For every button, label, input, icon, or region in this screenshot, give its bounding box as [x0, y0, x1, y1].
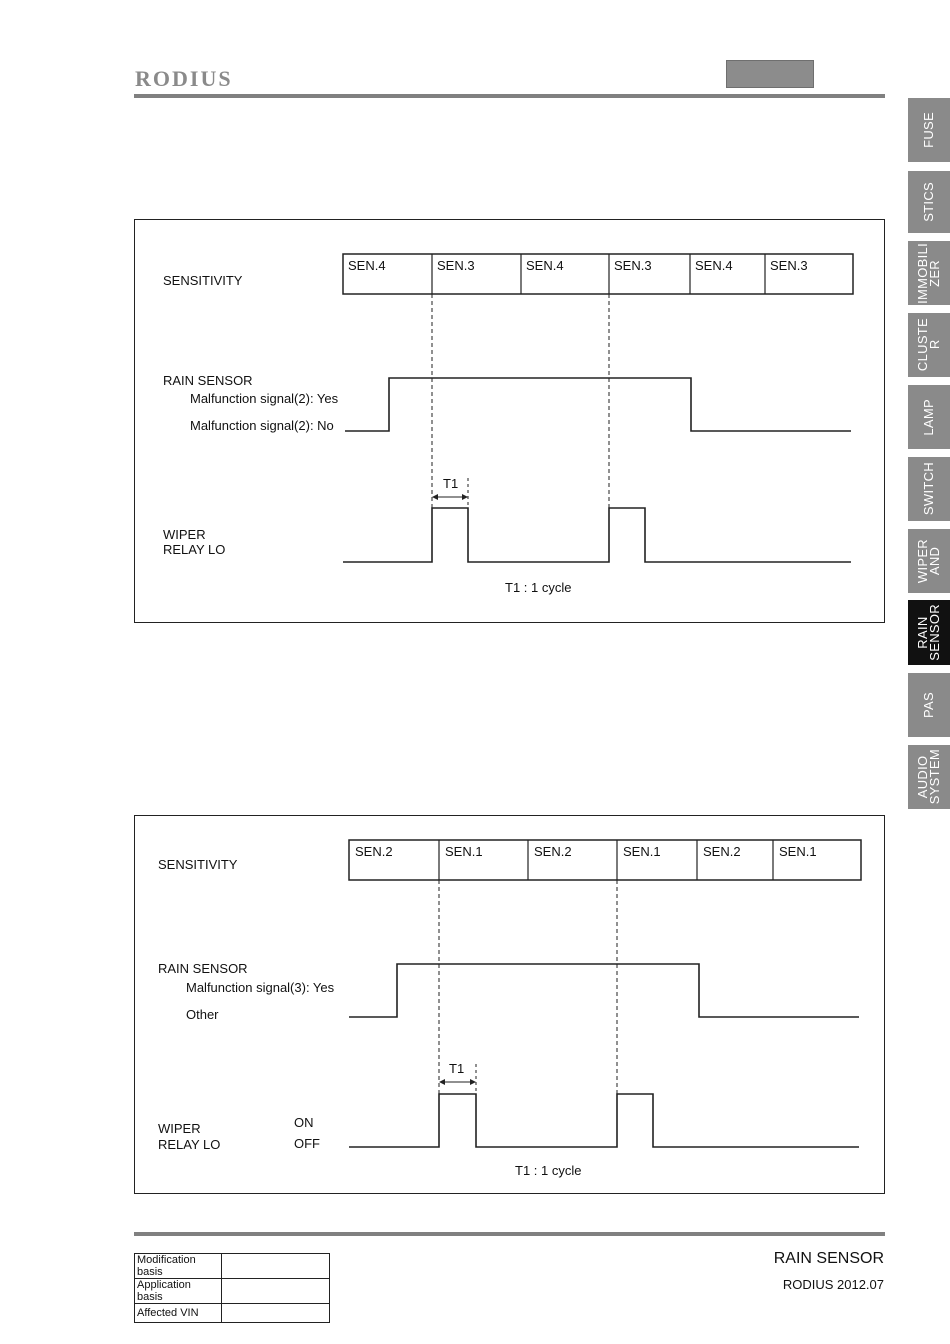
- tab-label: WIPER AND: [915, 538, 942, 584]
- tab-label: RAIN SENSOR: [915, 604, 942, 661]
- tab-diagnostics[interactable]: [908, 171, 950, 233]
- tab-label: PAS: [921, 692, 936, 718]
- tab-switch[interactable]: [908, 457, 950, 521]
- wiper-label: WIPER: [163, 527, 206, 542]
- tab-audio-system[interactable]: [908, 745, 950, 809]
- sensitivity-cell: SEN.1: [779, 844, 817, 859]
- sensitivity-cell: SEN.1: [623, 844, 661, 859]
- on-label: ON: [294, 1115, 314, 1130]
- sensitivity-cell: SEN.3: [437, 258, 475, 273]
- sensitivity-label: SENSITIVITY: [163, 273, 243, 288]
- tab-immobilizer[interactable]: [908, 241, 950, 305]
- sensitivity-cell: SEN.4: [526, 258, 564, 273]
- caption: T1 : 1 cycle: [505, 580, 572, 595]
- header-gray-box: [726, 60, 814, 88]
- timing-diagram-2: [134, 815, 885, 1194]
- other-label: Other: [186, 1007, 219, 1022]
- t1-arrowhead: [462, 494, 468, 500]
- tab-label: LAMP: [921, 398, 936, 436]
- rain-sensor-label: RAIN SENSOR: [163, 373, 253, 388]
- tab-pas[interactable]: [908, 673, 950, 737]
- tab-label: AUDIO SYSTEM: [915, 749, 942, 805]
- sensitivity-cell: SEN.4: [348, 258, 386, 273]
- sensitivity-cell: SEN.4: [695, 258, 733, 273]
- bottom-rule: [134, 1232, 885, 1236]
- top-rule: [134, 94, 885, 98]
- sensitivity-cell: SEN.2: [534, 844, 572, 859]
- rain-sensor-label: RAIN SENSOR: [158, 961, 248, 976]
- tab-wiper[interactable]: [908, 529, 950, 593]
- sensitivity-cell: SEN.3: [770, 258, 808, 273]
- tab-cluster[interactable]: [908, 313, 950, 377]
- tab-lamp[interactable]: [908, 385, 950, 449]
- wiper-label: WIPER: [158, 1121, 201, 1136]
- t1-arrowhead: [470, 1079, 476, 1085]
- sensitivity-cell: SEN.2: [355, 844, 393, 859]
- timing-diagram-1-svg: [135, 220, 886, 624]
- tab-fuse[interactable]: [908, 98, 950, 162]
- malfunction-yes-label: Malfunction signal(3): Yes: [186, 980, 335, 995]
- tab-label: SWITCH: [921, 462, 936, 516]
- malfunction-yes-label: Malfunction signal(2): Yes: [190, 391, 339, 406]
- table-value: [222, 1279, 330, 1304]
- table-key: Affected VIN: [135, 1304, 222, 1323]
- malfunction-no-label: Malfunction signal(2): No: [190, 418, 334, 433]
- t1-label: T1: [449, 1061, 465, 1076]
- table-value: [222, 1254, 330, 1279]
- relay-lo-label: RELAY LO: [163, 542, 226, 557]
- tab-label: FUSE: [921, 112, 936, 148]
- t1-arrowhead: [439, 1079, 445, 1085]
- footer-title: RAIN SENSOR: [773, 1250, 884, 1267]
- tab-label: CLUSTE R: [915, 318, 942, 372]
- relay-lo-label: RELAY LO: [158, 1137, 221, 1152]
- modification-table: [134, 1253, 330, 1323]
- wiper-relay-waveform: [349, 1094, 859, 1147]
- tab-rain-sensor[interactable]: [908, 600, 950, 665]
- table-key: Modification basis: [135, 1254, 222, 1279]
- timing-diagram-2-svg: [135, 816, 886, 1195]
- caption: T1 : 1 cycle: [515, 1163, 582, 1178]
- brand-logo: RODIUS: [135, 66, 233, 91]
- timing-diagram-1: [134, 219, 885, 623]
- rain-sensor-waveform: [345, 378, 851, 431]
- wiper-relay-waveform: [343, 508, 851, 562]
- tab-label: IMMOBILI ZER: [915, 242, 942, 304]
- table-key: Application basis: [135, 1279, 222, 1304]
- sensitivity-label: SENSITIVITY: [158, 857, 238, 872]
- off-label: OFF: [294, 1136, 320, 1151]
- table-value: [222, 1304, 330, 1323]
- table-row: [135, 1279, 330, 1304]
- footer-subtitle: RODIUS 2012.07: [782, 1277, 884, 1292]
- table-row: [135, 1254, 330, 1279]
- tab-label: STICS: [921, 182, 936, 222]
- t1-arrowhead: [432, 494, 438, 500]
- table-row: [135, 1304, 330, 1323]
- sensitivity-cell: SEN.2: [703, 844, 741, 859]
- sensitivity-cell: SEN.3: [614, 258, 652, 273]
- t1-label: T1: [443, 476, 459, 491]
- sensitivity-cell: SEN.1: [445, 844, 483, 859]
- rain-sensor-waveform: [349, 964, 859, 1017]
